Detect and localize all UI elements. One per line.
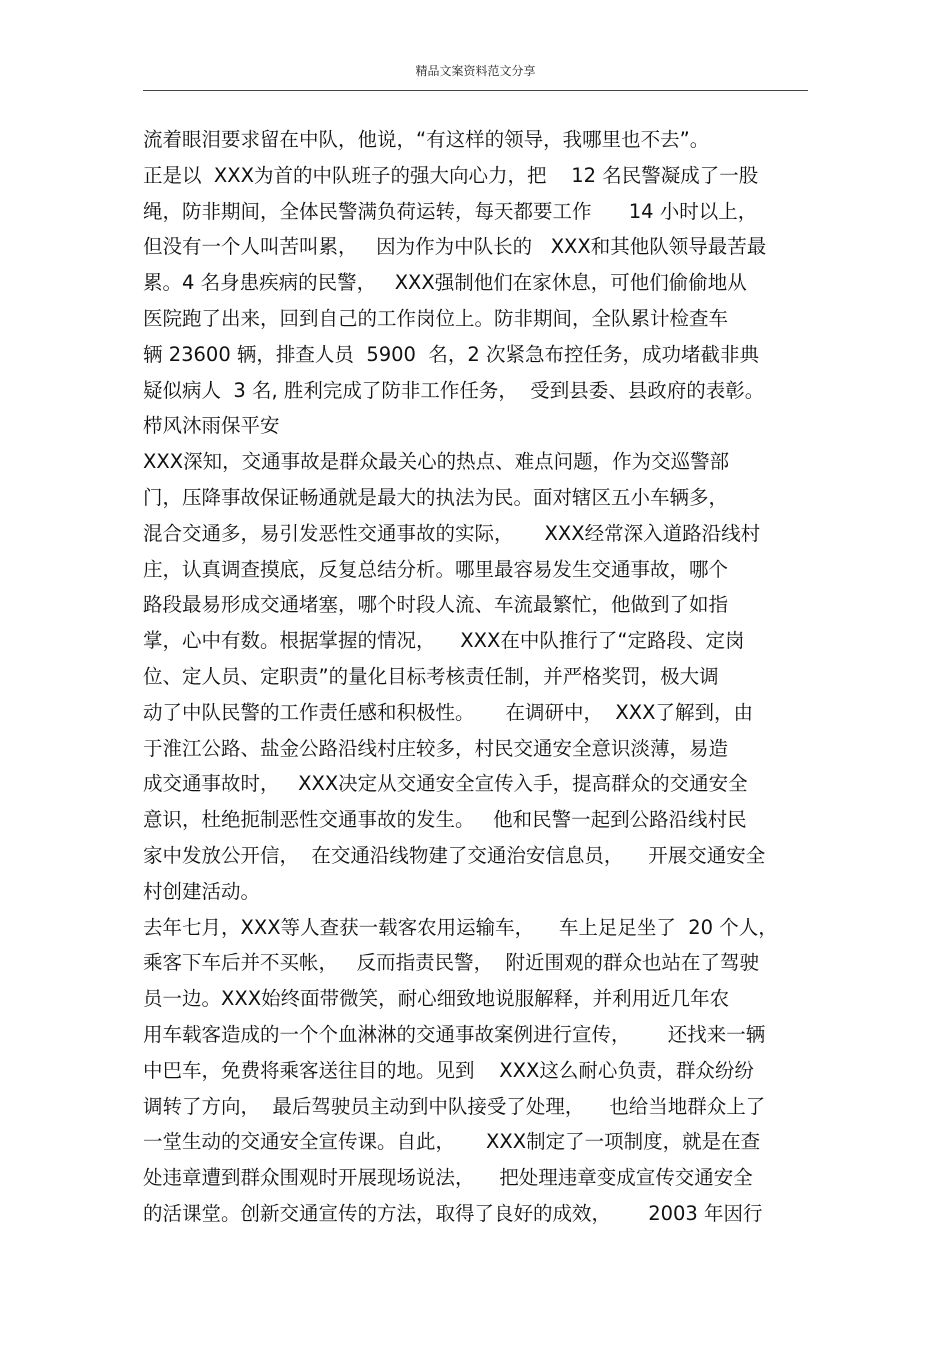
text-line: 但没有一个人叫苦叫累， 因为作为中队长的 XXX和其他队领导最苦最 bbox=[143, 235, 767, 259]
text-line: 掌，心中有数。根据掌握的情况， XXX在中队推行了“定路段、定岗 bbox=[143, 629, 745, 653]
text-line: 疑似病人 3 名, 胜利完成了防非工作任务， 受到县委、县政府的表彰。 bbox=[143, 378, 765, 402]
text-line: 员一边。XXX始终面带微笑，耐心细致地说服解释，并利用近几年农 bbox=[143, 987, 730, 1011]
page-header: 精品文案资料范文分享 bbox=[415, 64, 536, 78]
text-line: 庄，认真调查摸底，反复总结分析。哪里最容易发生交通事故，哪个 bbox=[143, 557, 729, 581]
text-line: 处违章遭到群众围观时开展现场说法， 把处理违章变成宣传交通安全 bbox=[143, 1166, 753, 1190]
text-line: 辆 23600 辆，排查人员 5900 名，2 次紧急布控任务，成功堵截非典 bbox=[143, 342, 759, 366]
text-line: 混合交通多，易引发恶性交通事故的实际， XXX经常深入道路沿线村 bbox=[143, 521, 761, 545]
text-line: XXX深知，交通事故是群众最关心的热点、难点问题，作为交巡警部 bbox=[143, 450, 730, 474]
text-line: 绳，防非期间，全体民警满负荷运转，每天都要工作 14 小时以上， bbox=[143, 199, 758, 223]
text-line: 用车载客造成的一个个血淋淋的交通事故案例进行宣传， 还找来一辆 bbox=[143, 1022, 766, 1046]
header-divider bbox=[143, 90, 808, 91]
text-line: 累。4 名身患疾病的民警， XXX强制他们在家休息，可他们偷偷地从 bbox=[143, 271, 747, 295]
text-line: 意识，杜绝扼制恶性交通事故的发生。 他和民警一起到公路沿线村民 bbox=[143, 808, 747, 832]
text-line: 正是以 XXX为首的中队班子的强大向心力，把 12 名民警凝成了一股 bbox=[143, 163, 759, 187]
text-line: 位、定人员、定职责”的量化目标考核责任制，并严格奖罚，极大调 bbox=[143, 664, 719, 688]
text-line: 家中发放公开信， 在交通沿线物建了交通治安信息员， 开展交通安全 bbox=[143, 843, 766, 867]
text-line: 动了中队民警的工作责任感和积极性。 在调研中， XXX了解到，由 bbox=[143, 700, 753, 724]
text-line: 乘客下车后并不买帐， 反而指责民警， 附近围观的群众也站在了驾驶 bbox=[143, 951, 759, 975]
text-line: 去年七月，XXX等人查获一载客农用运输车， 车上足足坐了 20 个人， bbox=[143, 915, 778, 939]
text-line: 医院跑了出来，回到自己的工作岗位上。防非期间，全队累计检查车 bbox=[143, 306, 729, 330]
text-line: 的活课堂。创新交通宣传的方法，取得了良好的成效， 2003 年因行 bbox=[143, 1201, 763, 1225]
text-line: 门，压降事故保证畅通就是最大的执法为民。面对辖区五小车辆多， bbox=[143, 485, 729, 509]
text-line: 村创建活动。 bbox=[143, 879, 261, 903]
text-line: 成交通事故时， XXX决定从交通安全宣传入手，提高群众的交通安全 bbox=[143, 772, 748, 796]
text-line: 于淮江公路、盐金公路沿线村庄较多，村民交通安全意识淡薄，易造 bbox=[143, 736, 729, 760]
text-line: 路段最易形成交通堵塞，哪个时段人流、车流最繁忙，他做到了如指 bbox=[143, 593, 729, 617]
text-line: 流着眼泪要求留在中队，他说，“有这样的领导，我哪里也不去”。 bbox=[143, 128, 710, 151]
text-line: 一堂生动的交通安全宣传课。自此， XXX制定了一项制度，就是在查 bbox=[143, 1130, 761, 1154]
text-line: 中巴车，免费将乘客送往目的地。见到 XXX这么耐心负责，群众纷纷 bbox=[143, 1058, 754, 1082]
section-heading: 栉风沐雨保平安 bbox=[143, 414, 280, 438]
text-line: 调转了方向， 最后驾驶员主动到中队接受了处理， 也给当地群众上了 bbox=[143, 1094, 766, 1118]
document-body bbox=[143, 122, 808, 1232]
